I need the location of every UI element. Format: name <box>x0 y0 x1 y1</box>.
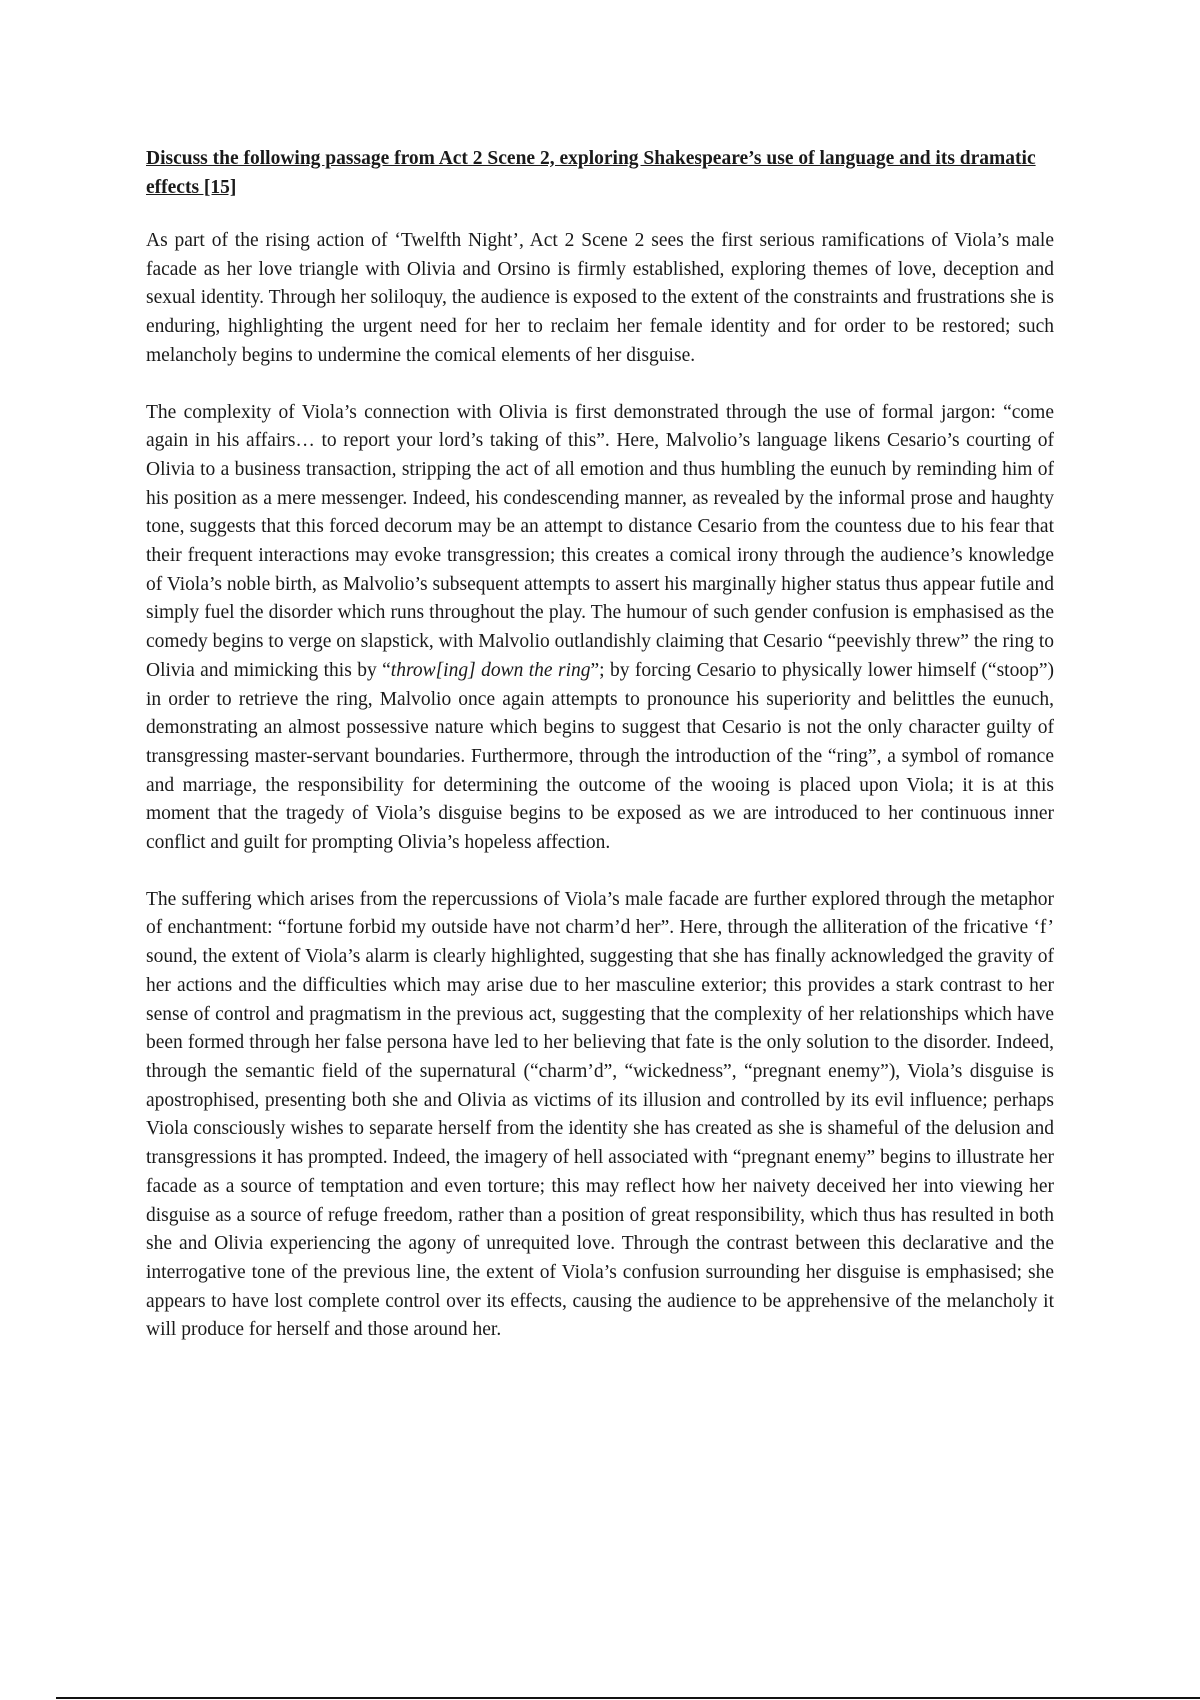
paragraph-text-before-italic: The complexity of Viola’s connection with Olivia is first demonstrated through the use of formal jargon: “come again in his affairs… to report your lord’s taking of this”. Here, Malvolio’s language likens Cesario’s courting of Olivia to a business transaction, stripping the act of all emotion and thus humbling the eunuch by reminding him of his position as a mere messenger. Indeed, his condescending manner, as revealed by the informal prose and haughty tone, suggests that this forced decorum may be an attempt to distance Cesario from the countess due to his fear that their frequent interactions may evoke transgression; this creates a comical irony through the audience’s knowledge of Viola’s noble birth, as Malvolio’s subsequent attempts to assert his marginally higher status thus appear futile and simply fuel the disorder which runs throughout the play. The humour of such gender confusion is emphasised as the comedy begins to verge on slapstick, with Malvolio outlandishly claiming that Cesario “peevishly threw” the ring to Olivia and mimicking this by “ <box>146 401 1054 681</box>
essay-question-heading: Discuss the following passage from Act 2 Scene 2, exploring Shakespeare’s use of language and its dramatic effects [15] <box>146 148 1036 198</box>
paragraph-enchantment-analysis: The suffering which arises from the repercussions of Viola’s male facade are further explored through the metaphor of enchantment: “fortune forbid my outside have not charm’d her”. Here, through the alliteration of the fricative ‘f’ sound, the extent of Viola’s alarm is clearly highlighted, suggesting that she has finally acknowledged the gravity of her actions and the difficulties which may arise due to her masculine exterior; this provides a stark contrast to her sense of control and pragmatism in the previous act, suggesting that the complexity of her relationships which have been formed through her false persona have led to her believing that fate is the only solution to the disorder. Indeed, through the semantic field of the supernatural (“charm’d”, “wickedness”, “pregnant enemy”), Viola’s disguise is apostrophised, presenting both she and Olivia as victims of its illusion and controlled by its evil influence; perhaps Viola consciously wishes to separate herself from the identity she has created as she is shameful of the delusion and transgressions it has prompted. Indeed, the imagery of hell associated with “pregnant enemy” begins to illustrate her facade as a source of temptation and even torture; this may reflect how her naivety deceived her into viewing her disguise as a source of refuge freedom, rather than a position of great responsibility, which thus has resulted in both she and Olivia experiencing the agony of unrequited love. Through the contrast between this declarative and the interrogative tone of the previous line, the extent of Viola’s confusion surrounding her disguise is emphasised; she appears to have lost complete control over its effects, causing the audience to be apprehensive of the melancholy it will produce for herself and those around her. <box>146 888 1054 1341</box>
paragraph-malvolio-analysis <box>146 399 1054 858</box>
paragraph-introduction: As part of the rising action of ‘Twelfth Night’, Act 2 Scene 2 sees the first serious ramifications of Viola’s male facade as her love triangle with Olivia and Orsino is firmly established, exploring themes of love, deception and sexual identity. Through her soliloquy, the audience is exposed to the extent of the constraints and frustrations she is enduring, highlighting the urgent need for her to reclaim her female identity and for order to be restored; such melancholy begins to undermine the comical elements of her disguise. <box>146 230 1054 366</box>
paragraph-text-after-italic: ”; by forcing Cesario to physically lower himself (“stoop”) in order to retrieve the ring, Malvolio once again attempts to pronounce his superiority and belittles the eunuch, demonstrating an almost possessive nature which begins to suggest that Cesario is not the only character guilty of transgressing master-servant boundaries. Furthermore, through the introduction of the “ring”, a symbol of romance and marriage, the responsibility for determining the outcome of the wooing is placed upon Viola; it is at this moment that the tragedy of Viola’s disguise begins to be exposed as we are introduced to her continuous inner conflict and guilt for prompting Olivia’s hopeless affection. <box>146 659 1054 854</box>
footer-divider <box>56 1697 1200 1699</box>
italic-quote: throw[ing] down the ring <box>390 659 591 681</box>
document-page <box>146 144 1054 1373</box>
